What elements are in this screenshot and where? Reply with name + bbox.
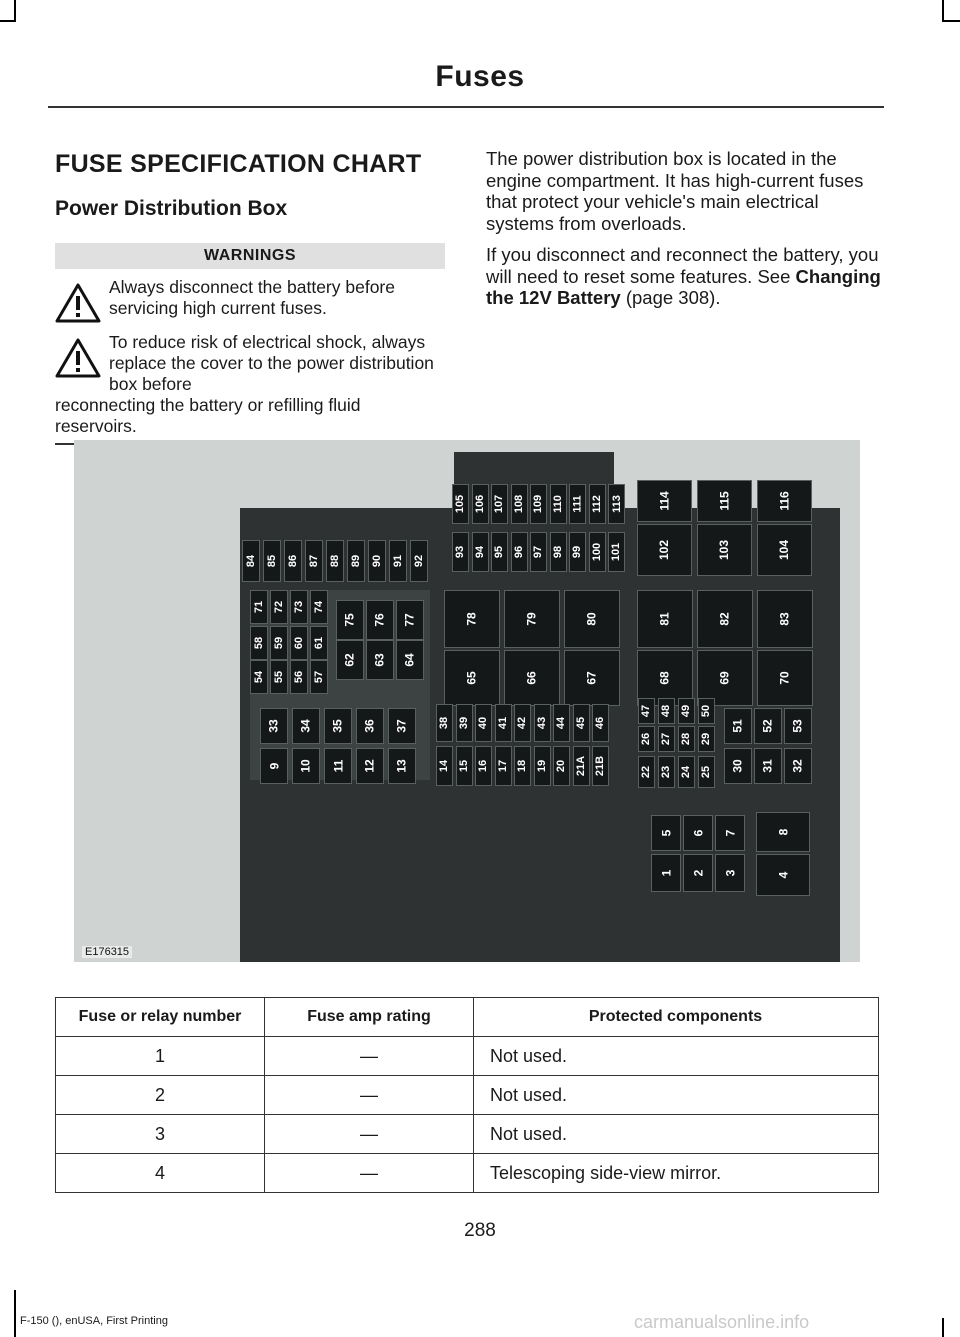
table-row xyxy=(56,1115,879,1154)
fuse-slot-44: 44 xyxy=(553,704,570,742)
fuse-slot-65: 65 xyxy=(444,650,500,706)
fuse-slot-55: 55 xyxy=(270,660,288,694)
amp-rating-cell: — xyxy=(265,1037,474,1076)
fuse-slot-82: 82 xyxy=(697,590,753,648)
column-header: Protected components xyxy=(474,998,879,1037)
warnings-heading: WARNINGS xyxy=(55,243,445,269)
fuse-slot-32: 32 xyxy=(784,748,812,784)
fuse-slot-29: 29 xyxy=(698,726,715,752)
fuse-slot-107: 107 xyxy=(491,484,508,524)
fuse-slot-11: 11 xyxy=(324,748,352,784)
fuse-slot-56: 56 xyxy=(290,660,308,694)
fuse-slot-72: 72 xyxy=(270,590,288,624)
fuse-slot-100: 100 xyxy=(589,532,606,572)
warning-triangle-icon xyxy=(55,283,101,323)
fuse-slot-52: 52 xyxy=(754,708,782,744)
fuse-slot-24: 24 xyxy=(678,756,695,788)
cross-reference-link[interactable]: Changing the 12V Battery xyxy=(486,265,881,308)
fuse-slot-16: 16 xyxy=(475,746,492,786)
fuse-slot-47: 47 xyxy=(638,698,655,724)
fuse-slot-49: 49 xyxy=(678,698,695,724)
fuse-slot-70: 70 xyxy=(757,650,813,706)
fuse-slot-102: 102 xyxy=(637,524,692,576)
fuse-slot-46: 46 xyxy=(592,704,609,742)
section-title: FUSE SPECIFICATION CHART xyxy=(55,150,422,178)
fuse-slot-105: 105 xyxy=(452,484,469,524)
fuse-slot-28: 28 xyxy=(678,726,695,752)
fuse-slot-33: 33 xyxy=(260,708,288,744)
reset-paragraph: If you disconnect and reconnect the battery, you will need to reset some features. See Changing the 12V Battery (page 308). xyxy=(486,244,881,308)
image-id: E176315 xyxy=(82,946,132,958)
fuse-slot-88: 88 xyxy=(326,540,344,582)
fuse-slot-75: 75 xyxy=(336,600,364,640)
fuse-slot-6: 6 xyxy=(683,815,713,851)
fuse-slot-104: 104 xyxy=(757,524,812,576)
fuse-slot-50: 50 xyxy=(698,698,715,724)
fuse-slot-90: 90 xyxy=(368,540,386,582)
fuse-slot-45: 45 xyxy=(573,704,590,742)
fuse-slot-78: 78 xyxy=(444,590,500,648)
fuse-slot-91: 91 xyxy=(389,540,407,582)
fuse-box-diagram xyxy=(74,440,860,962)
table-row xyxy=(56,1154,879,1193)
fuse-slot-27: 27 xyxy=(658,726,675,752)
fuse-slot-59: 59 xyxy=(270,626,288,660)
crop-mark xyxy=(942,20,960,22)
warning-triangle-icon xyxy=(55,338,101,378)
fuse-slot-13: 13 xyxy=(388,748,416,784)
fuse-slot-15: 15 xyxy=(456,746,473,786)
fuse-slot-48: 48 xyxy=(658,698,675,724)
component-cell: Not used. xyxy=(474,1076,879,1115)
fuse-slot-73: 73 xyxy=(290,590,308,624)
fuse-slot-25: 25 xyxy=(698,756,715,788)
left-column xyxy=(55,150,445,445)
fuse-slot-61: 61 xyxy=(310,626,328,660)
fuse-slot-1: 1 xyxy=(651,854,681,892)
fuse-slot-34: 34 xyxy=(292,708,320,744)
fuse-slot-93: 93 xyxy=(452,532,469,572)
fuse-slot-96: 96 xyxy=(511,532,528,572)
fuse-slot-112: 112 xyxy=(589,484,606,524)
amp-rating-cell: — xyxy=(265,1154,474,1193)
fuse-slot-7: 7 xyxy=(715,815,745,851)
fuse-number-cell: 3 xyxy=(56,1115,265,1154)
fuse-slot-22: 22 xyxy=(638,756,655,788)
right-column xyxy=(486,148,881,319)
fuse-slot-17: 17 xyxy=(495,746,512,786)
warning-item xyxy=(55,332,445,437)
page-number: 288 xyxy=(464,1220,496,1241)
fuse-number-cell: 4 xyxy=(56,1154,265,1193)
fuse-slot-62: 62 xyxy=(336,640,364,680)
table-header-row xyxy=(56,998,879,1037)
fuse-slot-9: 9 xyxy=(260,748,288,784)
fuse-slot-74: 74 xyxy=(310,590,328,624)
fuse-slot-4: 4 xyxy=(756,854,810,896)
fuse-slot-80: 80 xyxy=(564,590,620,648)
section-subtitle: Power Distribution Box xyxy=(55,197,288,220)
fuse-slot-23: 23 xyxy=(658,756,675,788)
fuse-slot-110: 110 xyxy=(550,484,567,524)
fuse-slot-20: 20 xyxy=(553,746,570,786)
fuse-spec-table xyxy=(55,997,879,1193)
warning-item xyxy=(55,277,445,319)
fuse-slot-113: 113 xyxy=(608,484,625,524)
fuse-slot-66: 66 xyxy=(504,650,560,706)
fuse-slot-116: 116 xyxy=(757,480,812,522)
fuse-slot-95: 95 xyxy=(491,532,508,572)
fuse-slot-109: 109 xyxy=(530,484,547,524)
fuse-slot-12: 12 xyxy=(356,748,384,784)
fuse-slot-85: 85 xyxy=(263,540,281,582)
fuse-slot-89: 89 xyxy=(347,540,365,582)
fuse-slot-19: 19 xyxy=(534,746,551,786)
crop-mark xyxy=(0,20,16,22)
crop-mark xyxy=(942,0,944,22)
fuse-slot-54: 54 xyxy=(250,660,268,694)
component-cell: Not used. xyxy=(474,1115,879,1154)
fuse-slot-114: 114 xyxy=(637,480,692,522)
fuse-slot-8: 8 xyxy=(756,812,810,852)
intro-paragraph: The power distribution box is located in the engine compartment. It has high-current fuses that protect your vehicle's main electrical systems from overloads. xyxy=(486,148,864,234)
fuse-slot-84: 84 xyxy=(242,540,260,582)
table-row xyxy=(56,1076,879,1115)
crop-mark xyxy=(14,1290,16,1337)
fuse-slot-2: 2 xyxy=(683,854,713,892)
fuse-slot-98: 98 xyxy=(550,532,567,572)
fuse-slot-21A: 21A xyxy=(573,746,590,786)
fuse-number-cell: 2 xyxy=(56,1076,265,1115)
warning-text-continued: reconnecting the battery or refilling fluid reservoirs. xyxy=(55,395,361,436)
fuse-slot-69: 69 xyxy=(697,650,753,706)
fuse-slot-115: 115 xyxy=(697,480,752,522)
fuse-slot-99: 99 xyxy=(569,532,586,572)
fuse-slot-5: 5 xyxy=(651,815,681,851)
fuse-slot-26: 26 xyxy=(638,726,655,752)
fuse-slot-64: 64 xyxy=(396,640,424,680)
fuse-slot-60: 60 xyxy=(290,626,308,660)
fuse-slot-76: 76 xyxy=(366,600,394,640)
fuse-slot-83: 83 xyxy=(757,590,813,648)
fuse-slot-43: 43 xyxy=(534,704,551,742)
fuse-slot-106: 106 xyxy=(472,484,489,524)
fuse-slot-38: 38 xyxy=(436,704,453,742)
fuse-slot-92: 92 xyxy=(410,540,428,582)
warning-text: Always disconnect the battery before servicing high current fuses. xyxy=(109,277,395,318)
fuse-slot-21B: 21B xyxy=(592,746,609,786)
footer-text: F-150 (), enUSA, First Printing xyxy=(20,1315,168,1327)
fuse-slot-81: 81 xyxy=(637,590,693,648)
fuse-slot-108: 108 xyxy=(511,484,528,524)
header-rule xyxy=(48,106,884,108)
fuse-number-cell: 1 xyxy=(56,1037,265,1076)
fuse-slot-67: 67 xyxy=(564,650,620,706)
fuse-slot-68: 68 xyxy=(637,650,693,706)
fuse-slot-31: 31 xyxy=(754,748,782,784)
fuse-slot-51: 51 xyxy=(724,708,752,744)
fuse-slot-77: 77 xyxy=(396,600,424,640)
fuse-slot-14: 14 xyxy=(436,746,453,786)
fuse-slot-42: 42 xyxy=(514,704,531,742)
crop-mark xyxy=(942,1318,944,1337)
fuse-slot-79: 79 xyxy=(504,590,560,648)
fuse-slot-101: 101 xyxy=(608,532,625,572)
fuse-slot-39: 39 xyxy=(456,704,473,742)
fuse-slot-18: 18 xyxy=(514,746,531,786)
watermark: carmanualsonline.info xyxy=(634,1312,810,1332)
fuse-slot-87: 87 xyxy=(305,540,323,582)
fuse-slot-111: 111 xyxy=(569,484,586,524)
fuse-slot-63: 63 xyxy=(366,640,394,680)
fuse-slot-103: 103 xyxy=(697,524,752,576)
amp-rating-cell: — xyxy=(265,1076,474,1115)
crop-mark xyxy=(14,0,16,22)
fuse-slot-37: 37 xyxy=(388,708,416,744)
fuse-slot-71: 71 xyxy=(250,590,268,624)
warning-text: To reduce risk of electrical shock, always replace the cover to the power distribution box before xyxy=(109,332,434,394)
table-row xyxy=(56,1037,879,1076)
fuse-slot-97: 97 xyxy=(530,532,547,572)
fuse-slot-41: 41 xyxy=(495,704,512,742)
fuse-slot-53: 53 xyxy=(784,708,812,744)
fuse-slot-10: 10 xyxy=(292,748,320,784)
fuse-slot-58: 58 xyxy=(250,626,268,660)
fuse-slot-30: 30 xyxy=(724,748,752,784)
component-cell: Telescoping side-view mirror. xyxy=(474,1154,879,1193)
component-cell: Not used. xyxy=(474,1037,879,1076)
column-header: Fuse amp rating xyxy=(265,998,474,1037)
fuse-slot-57: 57 xyxy=(310,660,328,694)
fuse-slot-40: 40 xyxy=(475,704,492,742)
column-header: Fuse or relay number xyxy=(56,998,265,1037)
fuse-slot-94: 94 xyxy=(472,532,489,572)
page-header-title: Fuses xyxy=(435,60,525,93)
fuse-slot-3: 3 xyxy=(715,854,745,892)
fuse-slot-86: 86 xyxy=(284,540,302,582)
amp-rating-cell: — xyxy=(265,1115,474,1154)
fuse-slot-36: 36 xyxy=(356,708,384,744)
fuse-slot-35: 35 xyxy=(324,708,352,744)
